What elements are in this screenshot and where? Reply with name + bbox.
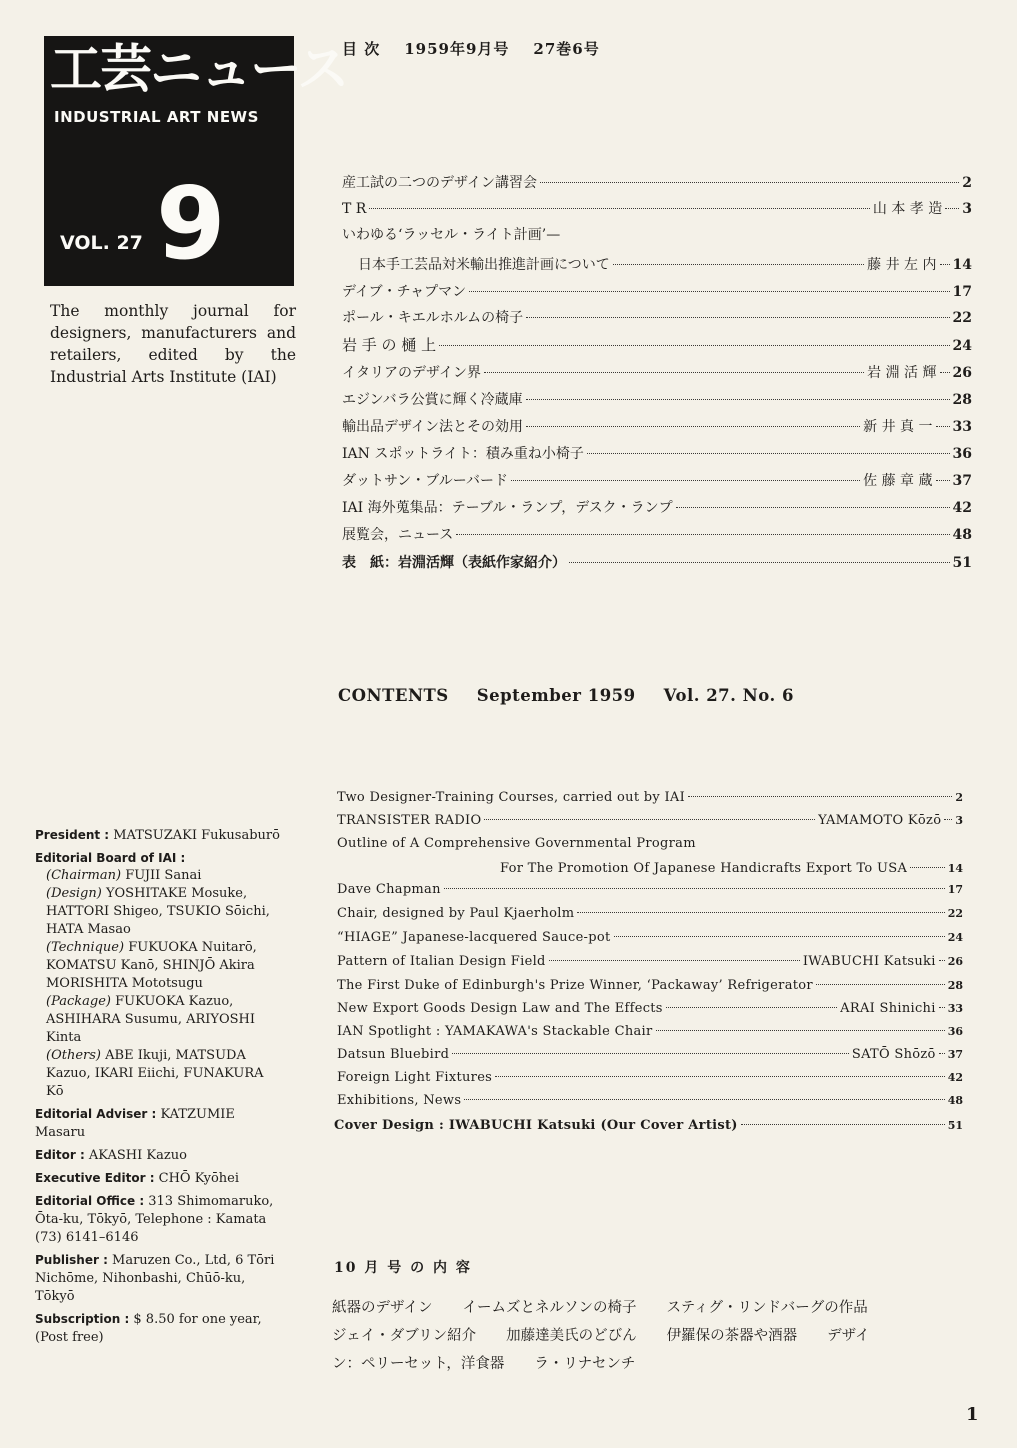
subscription-entry: [35, 1310, 285, 1347]
editor-name: AKASHI Kazuo: [88, 1148, 187, 1163]
toc-leader: [484, 819, 815, 820]
masthead-issue-number: 9: [156, 165, 226, 282]
toc-leader: [676, 507, 950, 508]
jp-toc-row: [342, 470, 972, 490]
toc-leader: [469, 291, 949, 292]
toc-title: 岩 手 の 樋 上: [342, 336, 437, 354]
role-label: (Others): [46, 1048, 101, 1063]
next-issue-item: 伊羅保の茶器や酒器: [666, 1328, 798, 1344]
role-label: (Package): [46, 994, 111, 1009]
staff-credits: [35, 826, 285, 1351]
office-entry: [35, 1192, 285, 1247]
toc-leader: [569, 562, 950, 563]
toc-page: 37: [947, 1048, 963, 1061]
toc-page: 3: [955, 814, 963, 827]
toc-title: Pattern of Italian Design Field: [337, 954, 546, 969]
toc-title: イタリアのデザイン界: [342, 365, 482, 381]
en-toc-row: [337, 978, 963, 993]
masthead-title: 工芸ニュース: [50, 40, 348, 100]
toc-leader: [444, 888, 945, 889]
next-issue-item: スティグ・リンドバーグの作品: [666, 1300, 868, 1316]
toc-leader: [688, 796, 952, 797]
toc-title: 産工試の二つのデザイン講習会: [342, 175, 538, 191]
en-toc-row: [337, 1024, 963, 1039]
publisher-label: Publisher :: [35, 1253, 108, 1267]
toc-page: 51: [947, 1119, 963, 1132]
toc-leader: [939, 1053, 945, 1054]
toc-leader: [484, 372, 864, 373]
adviser-label: Editorial Adviser :: [35, 1107, 157, 1121]
jp-toc-row: [342, 443, 972, 463]
toc-page: 14: [947, 862, 963, 875]
subscription-price: $ 8.50 for one year, (Post free): [35, 1312, 262, 1345]
toc-page: 51: [952, 555, 972, 571]
toc-leader: [540, 182, 959, 183]
page-number: 1: [966, 1404, 979, 1425]
toc-leader: [511, 480, 860, 481]
masthead-volume: VOL. 27: [60, 232, 143, 254]
jp-toc-row: [358, 254, 972, 274]
toc-title: Datsun Bluebird: [337, 1047, 450, 1062]
toc-title: Outline of A Comprehensive Governmental Program: [337, 836, 696, 851]
next-issue-item: ラ・リナセンチ: [534, 1356, 636, 1372]
en-contents-volume: Vol. 27. No. 6: [663, 686, 794, 705]
toc-title: Two Designer-Training Courses, carried out by IAI: [337, 790, 686, 805]
toc-leader: [439, 345, 949, 346]
toc-leader: [456, 534, 949, 535]
en-toc-row: [337, 1047, 963, 1062]
en-toc-row: [337, 1070, 963, 1085]
toc-page: 17: [952, 284, 972, 300]
toc-leader: [549, 960, 800, 961]
en-toc-row: [337, 1001, 963, 1016]
role-names: ABE Ikuji, MATSUDA Kazuo, IKARI Eiichi, FUNAKURA Kō: [46, 1048, 264, 1099]
jp-contents-label: 目 次: [342, 40, 381, 58]
tagline: The monthly journal for designers, manufacturers and retailers, edited by the Industrial Arts Institute (IAI): [50, 302, 296, 386]
jp-toc-row: [342, 334, 972, 355]
en-toc-row: [337, 930, 963, 945]
toc-page: 42: [952, 500, 972, 516]
publisher-entry: [35, 1251, 285, 1306]
next-issue-line: [332, 1296, 898, 1317]
toc-title: ダットサン・ブルーバード: [342, 473, 509, 489]
board-technique: [35, 939, 285, 993]
role-label: (Chairman): [46, 868, 122, 883]
toc-title: IAN スポットライト：積み重ね小椅子: [342, 446, 584, 462]
toc-author: 岩 淵 活 輝: [867, 365, 937, 381]
en-contents-label: CONTENTS: [338, 686, 449, 705]
toc-leader: [587, 453, 950, 454]
toc-leader: [526, 317, 949, 318]
toc-title: デイブ・チャプマン: [342, 284, 467, 300]
jp-toc-row: [342, 224, 560, 244]
en-toc-row: [337, 790, 963, 805]
toc-page: 2: [962, 175, 972, 191]
en-toc-row: [337, 882, 963, 897]
executive-editor-label: Executive Editor :: [35, 1171, 155, 1185]
toc-page: 22: [952, 310, 972, 326]
executive-editor-name: CHŌ Kyōhei: [158, 1171, 239, 1186]
role-names: FUKUOKA Nuitarō, KOMATSU Kanō, SHINJŌ Akira MORISHITA Mototsugu: [46, 940, 257, 991]
en-toc-row: [337, 813, 963, 828]
en-toc-row: [337, 906, 963, 921]
jp-toc-row: [342, 362, 972, 382]
toc-page: 24: [947, 931, 963, 944]
toc-leader: [369, 208, 870, 209]
next-issue-title: 10 月 号 の 内 容: [334, 1260, 472, 1276]
toc-leader: [526, 399, 950, 400]
executive-editor-entry: [35, 1169, 285, 1188]
toc-title: 輸出品デザイン法とその効用: [342, 419, 524, 435]
toc-author: 山 本 孝 造: [872, 201, 943, 217]
toc-title: Chair, designed by Paul Kjaerholm: [337, 906, 575, 921]
president-label: President :: [35, 828, 110, 842]
toc-title: エジンバラ公賞に輝く冷蔵庫: [342, 392, 523, 408]
toc-title: Exhibitions, News: [337, 1093, 462, 1108]
toc-leader: [910, 867, 945, 868]
jp-contents-header: [342, 38, 624, 59]
toc-page: 22: [947, 907, 963, 920]
en-toc-row: [337, 836, 696, 851]
toc-title: ポール・キエルホルムの椅子: [342, 310, 524, 326]
jp-toc-row: [342, 198, 972, 218]
toc-page: 26: [947, 955, 963, 968]
en-toc-row: [337, 1093, 963, 1108]
role-label: (Design): [46, 886, 102, 901]
toc-title: For The Promotion Of Japanese Handicrafts Export To USA: [500, 861, 908, 876]
toc-title: TRANSISTER RADIO: [337, 813, 482, 828]
editor-label: Editor :: [35, 1148, 85, 1162]
board-package: [35, 993, 285, 1047]
jp-toc-row: [342, 307, 972, 327]
office-address: 313 Shimomaruko, Ōta-ku, Tōkyō, Telephone : Kamata (73) 6141–6146: [35, 1194, 274, 1245]
toc-page: 14: [952, 257, 972, 273]
toc-page: 33: [952, 419, 972, 435]
masthead-subtitle: INDUSTRIAL ART NEWS: [54, 108, 259, 126]
toc-page: 36: [952, 446, 972, 462]
editor-entry: [35, 1146, 285, 1165]
masthead: [44, 36, 348, 286]
subscription-label: Subscription :: [35, 1312, 130, 1326]
toc-leader: [939, 960, 945, 961]
toc-title: IAN Spotlight : YAMAKAWA's Stackable Chair: [337, 1024, 653, 1039]
next-issue-item: 加藤達美氏のどびん: [506, 1328, 637, 1344]
toc-leader: [666, 1007, 837, 1008]
role-names: YOSHITAKE Mosuke, HATTORI Shigeo, TSUKIO Sōichi, HATA Masao: [46, 886, 270, 937]
en-toc-row: [337, 954, 963, 969]
en-contents-date: September 1959: [476, 686, 636, 705]
toc-leader: [495, 1076, 945, 1077]
next-issue-item: ン：ペリーセット，洋食器: [332, 1356, 505, 1372]
toc-page: 28: [952, 392, 972, 408]
editorial-board-entry: [35, 849, 285, 1101]
next-issue-item: ジェイ・ダブリン紹介: [332, 1328, 477, 1344]
editorial-board-label: Editorial Board of IAI :: [35, 851, 186, 865]
en-contents-header: [338, 686, 822, 705]
toc-leader: [464, 1099, 944, 1100]
jp-contents-volume: 27巻6号: [533, 40, 600, 58]
toc-author: SATŌ Shōzō: [851, 1047, 936, 1062]
toc-author: 藤 井 左 内: [867, 257, 937, 273]
toc-page: 26: [952, 365, 972, 381]
toc-title: 展覧会，ニュース: [342, 527, 454, 543]
toc-leader: [577, 912, 944, 913]
toc-leader: [940, 372, 950, 373]
role-names: FUKUOKA Kazuo, ASHIHARA Susumu, ARIYOSHI Kinta: [46, 994, 256, 1045]
toc-page: 28: [947, 979, 963, 992]
toc-leader: [816, 984, 945, 985]
toc-author: YAMAMOTO Kōzō: [818, 813, 942, 828]
adviser-entry: [35, 1105, 285, 1142]
toc-title: Cover Design : IWABUCHI Katsuki (Our Cover Artist): [334, 1118, 738, 1133]
toc-leader: [936, 480, 950, 481]
toc-leader: [940, 264, 950, 265]
toc-title: Foreign Light Fixtures: [337, 1070, 493, 1085]
role-label: (Technique): [46, 940, 125, 955]
en-toc-row: [334, 1118, 963, 1133]
board-design: [35, 885, 285, 939]
toc-page: 3: [962, 201, 972, 217]
next-issue-item: デザイ: [827, 1328, 870, 1344]
jp-toc-row: [342, 552, 972, 572]
toc-title: T R: [342, 201, 367, 217]
board-chairman: [35, 867, 285, 885]
toc-leader: [741, 1124, 945, 1125]
toc-author: 佐 藤 章 蔵: [863, 473, 933, 489]
jp-toc-row: [342, 416, 972, 436]
toc-leader: [939, 1007, 945, 1008]
jp-toc-row: [342, 389, 972, 409]
toc-page: 48: [947, 1094, 963, 1107]
adviser-name: KATZUMIE Masaru: [35, 1107, 235, 1140]
toc-title: いわゆる‘ラッセル・ライト計画’—: [342, 227, 561, 243]
toc-title: The First Duke of Edinburgh's Prize Winner, ‘Packaway’ Refrigerator: [337, 978, 813, 993]
publisher-address: Maruzen Co., Ltd, 6 Tōri Nichōme, Nihonbashi, Chūō-ku, Tōkyō: [35, 1253, 275, 1304]
toc-leader: [613, 264, 864, 265]
toc-leader: [526, 426, 860, 427]
toc-title: Dave Chapman: [337, 882, 441, 897]
office-label: Editorial Office :: [35, 1194, 145, 1208]
toc-page: 36: [947, 1025, 963, 1038]
president-entry: [35, 826, 285, 845]
toc-page: 17: [947, 883, 963, 896]
board-others: [35, 1047, 285, 1101]
toc-title: New Export Goods Design Law and The Effects: [337, 1001, 663, 1016]
toc-page: 33: [947, 1002, 963, 1015]
toc-leader: [656, 1030, 945, 1031]
toc-page: 2: [955, 791, 963, 804]
next-issue-line: [332, 1324, 900, 1345]
jp-toc-row: [342, 172, 972, 192]
toc-leader: [936, 426, 950, 427]
toc-title: 表 紙：岩淵活輝（表紙作家紹介）: [342, 555, 566, 571]
toc-leader: [945, 208, 959, 209]
toc-page: 24: [952, 338, 972, 354]
next-issue-line: [332, 1352, 665, 1373]
toc-leader: [452, 1053, 849, 1054]
toc-title: 日本手工芸品対米輸出推進計画について: [358, 257, 610, 273]
toc-author: IWABUCHI Katsuki: [802, 954, 936, 969]
toc-leader: [944, 819, 952, 820]
jp-toc-row: [342, 497, 972, 517]
next-issue-item: イームズとネルソンの椅子: [462, 1300, 637, 1316]
president-name: MATSUZAKI Fukusaburō: [113, 828, 280, 843]
jp-toc-row: [342, 281, 972, 301]
next-issue-item: 紙器のデザイン: [332, 1300, 433, 1316]
role-names: FUJII Sanai: [125, 868, 202, 883]
toc-author: ARAI Shinichi: [840, 1001, 936, 1016]
toc-page: 48: [952, 527, 972, 543]
jp-toc-row: [342, 524, 972, 544]
toc-title: “HIAGE” Japanese-lacquered Sauce-pot: [337, 930, 611, 945]
toc-page: 42: [947, 1071, 963, 1084]
toc-leader: [614, 936, 945, 937]
en-toc-row: [500, 861, 963, 876]
jp-contents-date: 1959年9月号: [404, 40, 510, 58]
toc-author: 新 井 真 一: [863, 419, 933, 435]
toc-page: 37: [952, 473, 972, 489]
toc-title: IAI 海外蒐集品：テーブル・ランプ，デスク・ランプ: [342, 500, 673, 516]
